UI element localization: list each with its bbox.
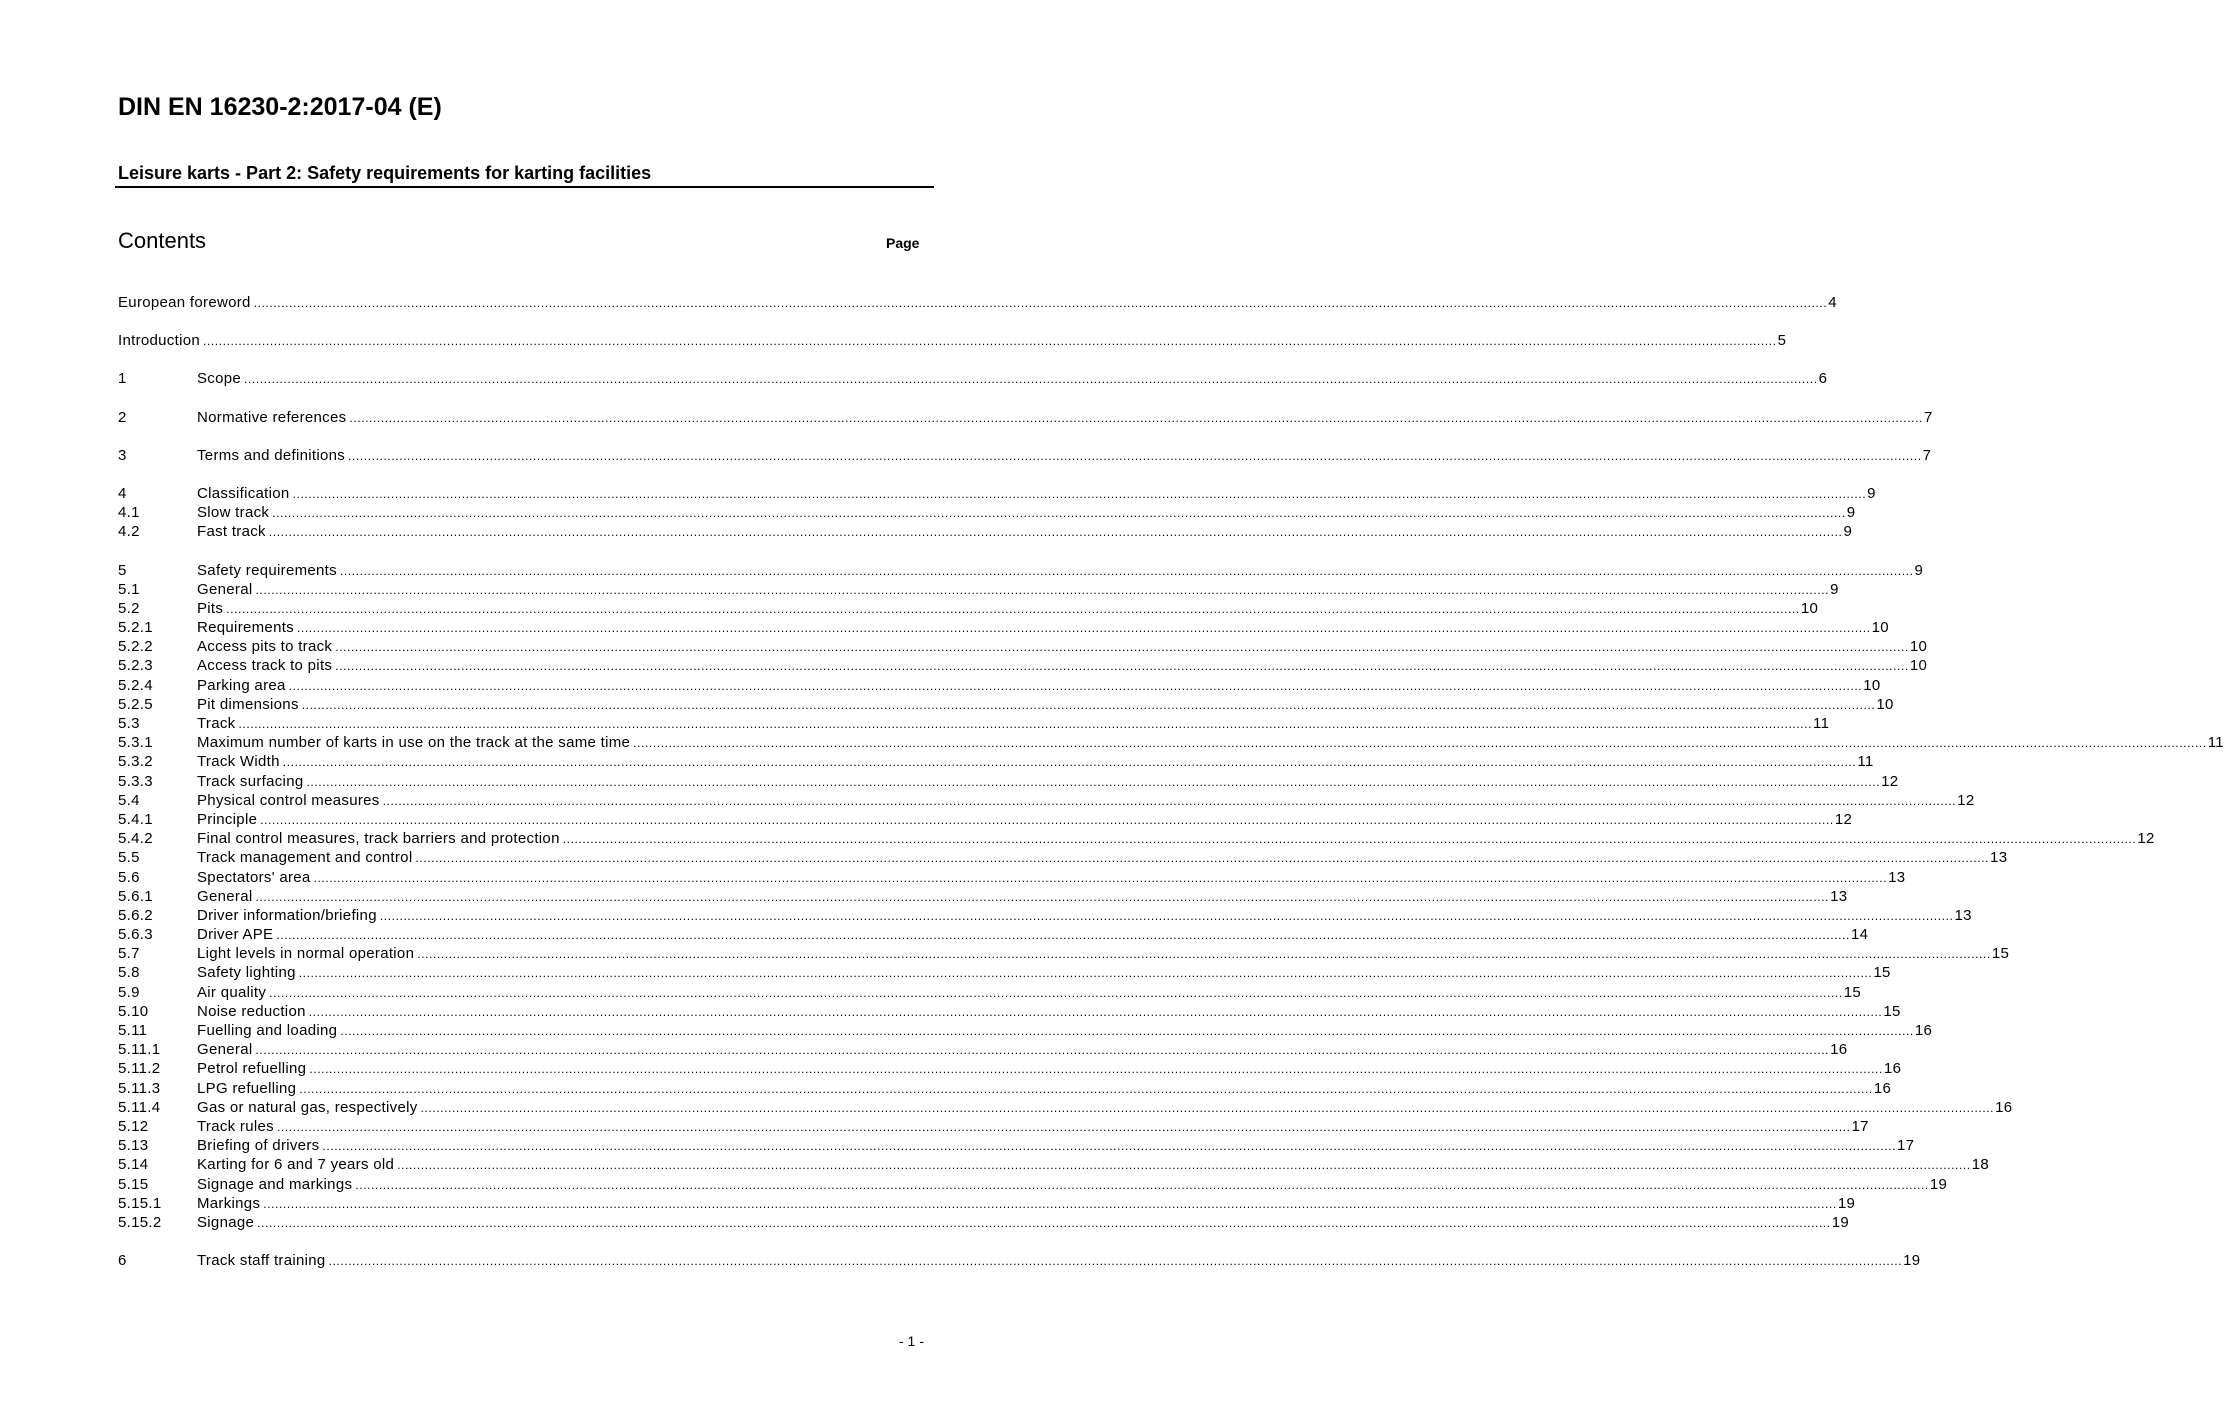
toc-entry[interactable] <box>118 1155 1990 1174</box>
toc-entry-number: 5.6.1 <box>118 887 153 905</box>
toc-entry-title: Track Width <box>197 753 280 771</box>
toc-entry[interactable] <box>118 618 1889 637</box>
toc-leader-dots: ................................................................................................................................................................................................................................................................................................................................................................................................................ <box>417 947 1991 962</box>
toc-leader-dots: ................................................................................................................................................................................................................................................................................................................................................................................................................ <box>202 334 1777 349</box>
toc-entry[interactable] <box>118 1079 1892 1098</box>
toc-leader-dots: ................................................................................................................................................................................................................................................................................................................................................................................................................ <box>292 486 1867 501</box>
toc-entry-title: General <box>197 887 253 905</box>
toc-entry[interactable] <box>118 868 1906 887</box>
toc-entry-page: 9 <box>1830 580 1839 598</box>
toc-entry-number: 5.4.1 <box>118 810 153 828</box>
toc-entry-page: 17 <box>1897 1137 1915 1155</box>
toc-entry-title: European foreword <box>118 294 251 311</box>
toc-leader-dots: ................................................................................................................................................................................................................................................................................................................................................................................................................ <box>397 1158 1971 1173</box>
toc-leader-dots: ................................................................................................................................................................................................................................................................................................................................................................................................................ <box>255 889 1830 904</box>
toc-entry-number: 5.11.3 <box>118 1079 161 1097</box>
toc-entry[interactable] <box>118 829 2155 848</box>
toc-leader-dots: ................................................................................................................................................................................................................................................................................................................................................................................................................ <box>339 563 1914 578</box>
toc-entry[interactable] <box>118 1021 1933 1040</box>
toc-entry-page: 12 <box>1881 772 1899 790</box>
toc-leader-dots: ................................................................................................................................................................................................................................................................................................................................................................................................................ <box>335 659 1909 674</box>
toc-entry-number: 5.8 <box>118 964 140 982</box>
toc-entry-title: General <box>197 1041 253 1059</box>
toc-entry-page: 18 <box>1971 1156 1990 1174</box>
toc-entry-number: 5.3.1 <box>118 734 153 752</box>
toc-entry-page: 10 <box>1871 619 1889 637</box>
toc-entry-number: 5.4.2 <box>118 830 153 848</box>
toc-leader-dots: ................................................................................................................................................................................................................................................................................................................................................................................................................ <box>340 1024 1914 1038</box>
toc-leader-dots: ................................................................................................................................................................................................................................................................................................................................................................................................................ <box>308 1004 1883 1019</box>
toc-entry-number: 5.10 <box>118 1002 149 1020</box>
toc-leader-dots: ................................................................................................................................................................................................................................................................................................................................................................................................................ <box>313 870 1888 885</box>
toc-entry[interactable] <box>118 714 1830 733</box>
toc-entry-page: 16 <box>1830 1041 1848 1059</box>
toc-entry-page: 13 <box>1954 906 1972 924</box>
toc-leader-dots: ................................................................................................................................................................................................................................................................................................................................................................................................................ <box>355 1177 1929 1192</box>
toc-leader-dots: ................................................................................................................................................................................................................................................................................................................................................................................................................ <box>226 601 1800 616</box>
toc-entry-number: 4.1 <box>118 504 140 522</box>
toc-entry-page: 17 <box>1851 1117 1869 1135</box>
toc-leader-dots: ................................................................................................................................................................................................................................................................................................................................................................................................................ <box>296 621 1871 636</box>
toc-entry-page: 9 <box>1843 523 1853 541</box>
toc-entry[interactable] <box>118 1002 1901 1021</box>
toc-leader-dots: ................................................................................................................................................................................................................................................................................................................................................................................................................ <box>420 1100 1995 1115</box>
toc-leader-dots: ................................................................................................................................................................................................................................................................................................................................................................................................................ <box>301 697 1876 712</box>
toc-leader-dots: ................................................................................................................................................................................................................................................................................................................................................................................................................ <box>288 678 1863 693</box>
toc-entry-title: Maximum number of karts in use on the track at the same time <box>197 734 631 752</box>
toc-entry-number: 5.11.4 <box>118 1098 161 1116</box>
toc-entry-number: 5.2.3 <box>118 657 153 675</box>
toc-entry-page: 9 <box>1846 504 1856 522</box>
toc-entry-number: 5 <box>118 561 127 579</box>
toc-entry[interactable] <box>118 695 1894 714</box>
toc-entry-page: 19 <box>1837 1194 1856 1212</box>
page-number: - 1 - <box>899 1333 924 1349</box>
toc-entry-title: Spectators' area <box>197 868 311 886</box>
toc-leader-dots: ................................................................................................................................................................................................................................................................................................................................................................................................................ <box>382 793 1957 808</box>
toc-entry-title: Access pits to track <box>197 638 333 656</box>
toc-entry[interactable] <box>118 887 1848 906</box>
toc-entry-title: Scope <box>197 370 242 388</box>
toc-entry-title: Air quality <box>197 983 267 1001</box>
toc-entry-title: Normative references <box>197 408 347 426</box>
toc-entry-title: Principle <box>197 810 258 828</box>
toc-entry-page: 12 <box>1957 791 1975 809</box>
toc-entry-number: 5.2.2 <box>118 638 153 656</box>
toc-entry-page: 4 <box>1828 294 1837 311</box>
toc-entry-page: 10 <box>1909 638 1928 656</box>
toc-entry-number: 2 <box>118 408 127 426</box>
toc-entry-number: 5.14 <box>118 1156 149 1174</box>
toc-entry-page: 19 <box>1903 1252 1921 1270</box>
toc-entry-title: Pits <box>197 599 224 617</box>
toc-entry-page: 19 <box>1831 1213 1850 1231</box>
toc-leader-dots: ................................................................................................................................................................................................................................................................................................................................................................................................................ <box>276 1119 1851 1134</box>
toc-entry-number: 5.4 <box>118 791 140 809</box>
toc-entry[interactable] <box>118 906 1972 925</box>
toc-entry-page: 10 <box>1800 599 1819 617</box>
toc-entry-title: Driver information/briefing <box>197 906 377 924</box>
toc-entry-page: 13 <box>1888 868 1906 886</box>
toc-leader-dots: ................................................................................................................................................................................................................................................................................................................................................................................................................ <box>260 812 1834 827</box>
toc-entry-number: 5.5 <box>118 849 140 867</box>
toc-entry[interactable] <box>118 944 2010 963</box>
toc-entry[interactable] <box>118 580 1839 599</box>
toc-entry-number: 5.3.2 <box>118 753 153 771</box>
toc-entry[interactable] <box>118 484 1876 503</box>
toc-entry-number: 4 <box>118 484 127 502</box>
toc-entry-title: Introduction <box>118 332 200 350</box>
toc-entry-page: 15 <box>1883 1002 1901 1020</box>
toc-entry[interactable] <box>118 446 1932 465</box>
toc-leader-dots: ................................................................................................................................................................................................................................................................................................................................................................................................................ <box>244 372 1818 387</box>
toc-entry[interactable] <box>118 791 1975 810</box>
toc-entry[interactable] <box>118 561 1924 580</box>
toc-entry-title: Terms and definitions <box>197 446 346 464</box>
toc-entry[interactable] <box>118 1175 1948 1194</box>
toc-entry-page: 11 <box>1813 715 1830 732</box>
toc-leader-dots: ................................................................................................................................................................................................................................................................................................................................................................................................................ <box>263 1196 1837 1211</box>
toc-entry-title: Fast track <box>197 523 266 541</box>
toc-entry-page: 13 <box>1830 887 1848 905</box>
toc-entry-number: 5.1 <box>118 580 140 598</box>
toc-leader-dots: ................................................................................................................................................................................................................................................................................................................................................................................................................ <box>379 908 1954 923</box>
toc-entry-number: 5.2.1 <box>118 619 153 637</box>
toc-entry-title: Signage and markings <box>197 1175 353 1193</box>
toc-entry-number: 5.11.1 <box>118 1041 161 1059</box>
toc-leader-dots: ................................................................................................................................................................................................................................................................................................................................................................................................................ <box>282 755 1857 770</box>
toc-entry-number: 5.9 <box>118 983 140 1001</box>
toc-entry[interactable] <box>118 1136 1915 1155</box>
toc-entry[interactable] <box>118 1098 2013 1117</box>
toc-entry-title: Parking area <box>197 676 286 694</box>
toc-entry-title: Gas or natural gas, respectively <box>197 1098 418 1116</box>
toc-entry-page: 16 <box>1883 1060 1902 1078</box>
toc-entry-title: Classification <box>197 484 290 502</box>
toc-leader-dots: ................................................................................................................................................................................................................................................................................................................................................................................................................ <box>335 640 1909 655</box>
toc-entry[interactable] <box>118 656 1928 675</box>
toc-entry-page: 12 <box>1834 810 1853 828</box>
toc-entry-title: Track staff training <box>197 1252 326 1270</box>
toc-entry-page: 15 <box>1991 945 2010 963</box>
toc-entry-number: 5.15.1 <box>118 1194 162 1212</box>
toc-entry-number: 5.3 <box>118 715 140 732</box>
toc-leader-dots: ................................................................................................................................................................................................................................................................................................................................................................................................................ <box>309 1062 1883 1077</box>
toc-entry-page: 19 <box>1929 1175 1948 1193</box>
toc-entry-page: 5 <box>1777 332 1787 350</box>
toc-entry-title: Briefing of drivers <box>197 1137 320 1155</box>
toc-entry[interactable] <box>118 810 1853 829</box>
toc-entry-title: Pit dimensions <box>197 695 299 713</box>
toc-entry-page: 15 <box>1843 983 1862 1001</box>
toc-entry-title: Track <box>197 715 236 732</box>
toc-entry-page: 10 <box>1909 657 1928 675</box>
toc-entry-title: Physical control measures <box>197 791 380 809</box>
toc-leader-dots: ................................................................................................................................................................................................................................................................................................................................................................................................................ <box>298 966 1873 981</box>
toc-entry-number: 5.6.2 <box>118 906 153 924</box>
toc-entry-page: 13 <box>1990 849 2008 867</box>
contents-heading: Contents <box>118 228 207 253</box>
toc-entry-page: 16 <box>1873 1079 1892 1097</box>
toc-entry-title: Petrol refuelling <box>197 1060 307 1078</box>
toc-entry[interactable] <box>118 1213 1850 1232</box>
toc-entry[interactable] <box>118 733 2224 752</box>
toc-entry-page: 7 <box>1923 408 1933 426</box>
toc-entry-page: 10 <box>1863 676 1881 694</box>
toc-entry-number: 5.6 <box>118 868 140 886</box>
toc-entry-title: Final control measures, track barriers and protection <box>197 830 560 848</box>
toc-entry-number: 1 <box>118 370 127 388</box>
toc-entry-title: Track rules <box>197 1117 274 1135</box>
toc-entry-title: Karting for 6 and 7 years old <box>197 1156 395 1174</box>
toc-leader-dots: ................................................................................................................................................................................................................................................................................................................................................................................................................ <box>322 1139 1897 1154</box>
toc-leader-dots: ................................................................................................................................................................................................................................................................................................................................................................................................................ <box>269 985 1843 1000</box>
toc-entry-page: 11 <box>1857 753 1874 771</box>
toc-entry-number: 4.2 <box>118 523 140 541</box>
toc-entry-title: Driver APE <box>197 926 274 944</box>
toc-entry[interactable] <box>118 503 1856 522</box>
toc-leader-dots: ................................................................................................................................................................................................................................................................................................................................................................................................................ <box>255 1043 1830 1058</box>
toc-leader-dots: ................................................................................................................................................................................................................................................................................................................................................................................................................ <box>268 525 1843 540</box>
toc-entry-number: 5.2 <box>118 599 140 617</box>
toc-entry-title: General <box>197 580 253 598</box>
toc-entry[interactable] <box>118 1059 1902 1078</box>
toc-entry-number: 5.2.5 <box>118 695 153 713</box>
toc-entry-title: Light levels in normal operation <box>197 945 415 963</box>
toc-entry-number: 5.11.2 <box>118 1060 161 1078</box>
toc-entry[interactable] <box>118 752 1874 771</box>
toc-entry[interactable] <box>118 1194 1856 1213</box>
toc-entry-page: 12 <box>2137 830 2155 848</box>
toc-entry[interactable] <box>118 637 1928 656</box>
toc-entry-page: 14 <box>1850 926 1869 944</box>
toc-entry-number: 5.15.2 <box>118 1213 162 1231</box>
toc-leader-dots: ................................................................................................................................................................................................................................................................................................................................................................................................................ <box>255 582 1830 597</box>
document-title: DIN EN 16230-2:2017-04 (E) <box>118 93 442 121</box>
toc-entry-title: Slow track <box>197 504 270 522</box>
toc-entry-title: Markings <box>197 1194 261 1212</box>
toc-entry[interactable] <box>118 1117 1869 1136</box>
toc-leader-dots: ................................................................................................................................................................................................................................................................................................................................................................................................................ <box>238 717 1813 731</box>
toc-entry-title: Safety lighting <box>197 964 296 982</box>
toc-entry-number: 5.13 <box>118 1137 149 1155</box>
toc-entry-page: 9 <box>1867 484 1876 502</box>
toc-leader-dots: ................................................................................................................................................................................................................................................................................................................................................................................................................ <box>328 1254 1903 1269</box>
toc-entry-title: Track surfacing <box>197 772 304 790</box>
toc-leader-dots: ................................................................................................................................................................................................................................................................................................................................................................................................................ <box>253 296 1828 310</box>
toc-entry-number: 5.15 <box>118 1175 149 1193</box>
toc-entry[interactable] <box>118 522 1853 541</box>
toc-entry-number: 5.11 <box>118 1022 148 1039</box>
toc-leader-dots: ................................................................................................................................................................................................................................................................................................................................................................................................................ <box>415 851 1990 866</box>
toc-entry-number: 5.7 <box>118 945 140 963</box>
toc-leader-dots: ................................................................................................................................................................................................................................................................................................................................................................................................................ <box>633 736 2207 751</box>
toc-leader-dots: ................................................................................................................................................................................................................................................................................................................................................................................................................ <box>257 1215 1831 1230</box>
toc-leader-dots: ................................................................................................................................................................................................................................................................................................................................................................................................................ <box>562 832 2137 847</box>
document-subtitle: Leisure karts - Part 2: Safety requirements for karting facilities <box>118 163 652 183</box>
toc-entry-page: 16 <box>1995 1098 2013 1116</box>
toc-leader-dots: ................................................................................................................................................................................................................................................................................................................................................................................................................ <box>306 774 1881 789</box>
toc-entry[interactable] <box>118 408 1933 427</box>
toc-entry-page: 7 <box>1922 446 1932 464</box>
table-of-contents <box>118 293 2224 1270</box>
toc-entry-number: 5.6.3 <box>118 926 153 944</box>
toc-entry-number: 3 <box>118 446 127 464</box>
toc-entry[interactable] <box>118 331 1787 350</box>
page-column-heading: Page <box>886 235 920 251</box>
toc-entry-page: 16 <box>1914 1022 1933 1039</box>
toc-entry[interactable] <box>118 925 1869 944</box>
toc-entry-number: 5.2.4 <box>118 676 153 694</box>
toc-entry[interactable] <box>118 1040 1848 1059</box>
toc-entry-number: 5.3.3 <box>118 772 153 790</box>
toc-entry-page: 11 <box>2207 734 2224 752</box>
toc-entry-page: 9 <box>1914 561 1924 579</box>
toc-entry[interactable] <box>118 983 1862 1002</box>
toc-entry[interactable] <box>118 369 1828 388</box>
toc-entry-title: Signage <box>197 1213 255 1231</box>
toc-entry-page: 15 <box>1873 964 1891 982</box>
toc-entry-page: 10 <box>1876 695 1894 713</box>
toc-leader-dots: ................................................................................................................................................................................................................................................................................................................................................................................................................ <box>272 506 1846 521</box>
toc-entry-page: 6 <box>1818 370 1828 388</box>
toc-entry-title: Fuelling and loading <box>197 1022 338 1039</box>
toc-leader-dots: ................................................................................................................................................................................................................................................................................................................................................................................................................ <box>299 1081 1873 1096</box>
toc-entry-number: 5.12 <box>118 1117 149 1135</box>
toc-entry-title: Requirements <box>197 619 294 637</box>
toc-entry[interactable] <box>118 676 1881 695</box>
toc-entry[interactable] <box>118 772 1899 791</box>
toc-leader-dots: ................................................................................................................................................................................................................................................................................................................................................................................................................ <box>348 448 1922 463</box>
toc-entry-title: Safety requirements <box>197 561 337 579</box>
toc-entry-title: Noise reduction <box>197 1002 306 1020</box>
toc-entry[interactable] <box>118 1251 1921 1270</box>
toc-entry-title: Access track to pits <box>197 657 333 675</box>
toc-entry-number: 6 <box>118 1252 127 1270</box>
toc-entry[interactable] <box>118 293 1837 312</box>
toc-entry[interactable] <box>118 848 2008 867</box>
title-rule <box>115 186 934 188</box>
toc-leader-dots: ................................................................................................................................................................................................................................................................................................................................................................................................................ <box>349 410 1923 425</box>
toc-entry-title: Track management and control <box>197 849 413 867</box>
toc-leader-dots: ................................................................................................................................................................................................................................................................................................................................................................................................................ <box>276 928 1850 943</box>
toc-entry[interactable] <box>118 599 1819 618</box>
toc-entry[interactable] <box>118 963 1891 982</box>
toc-entry-title: LPG refuelling <box>197 1079 297 1097</box>
